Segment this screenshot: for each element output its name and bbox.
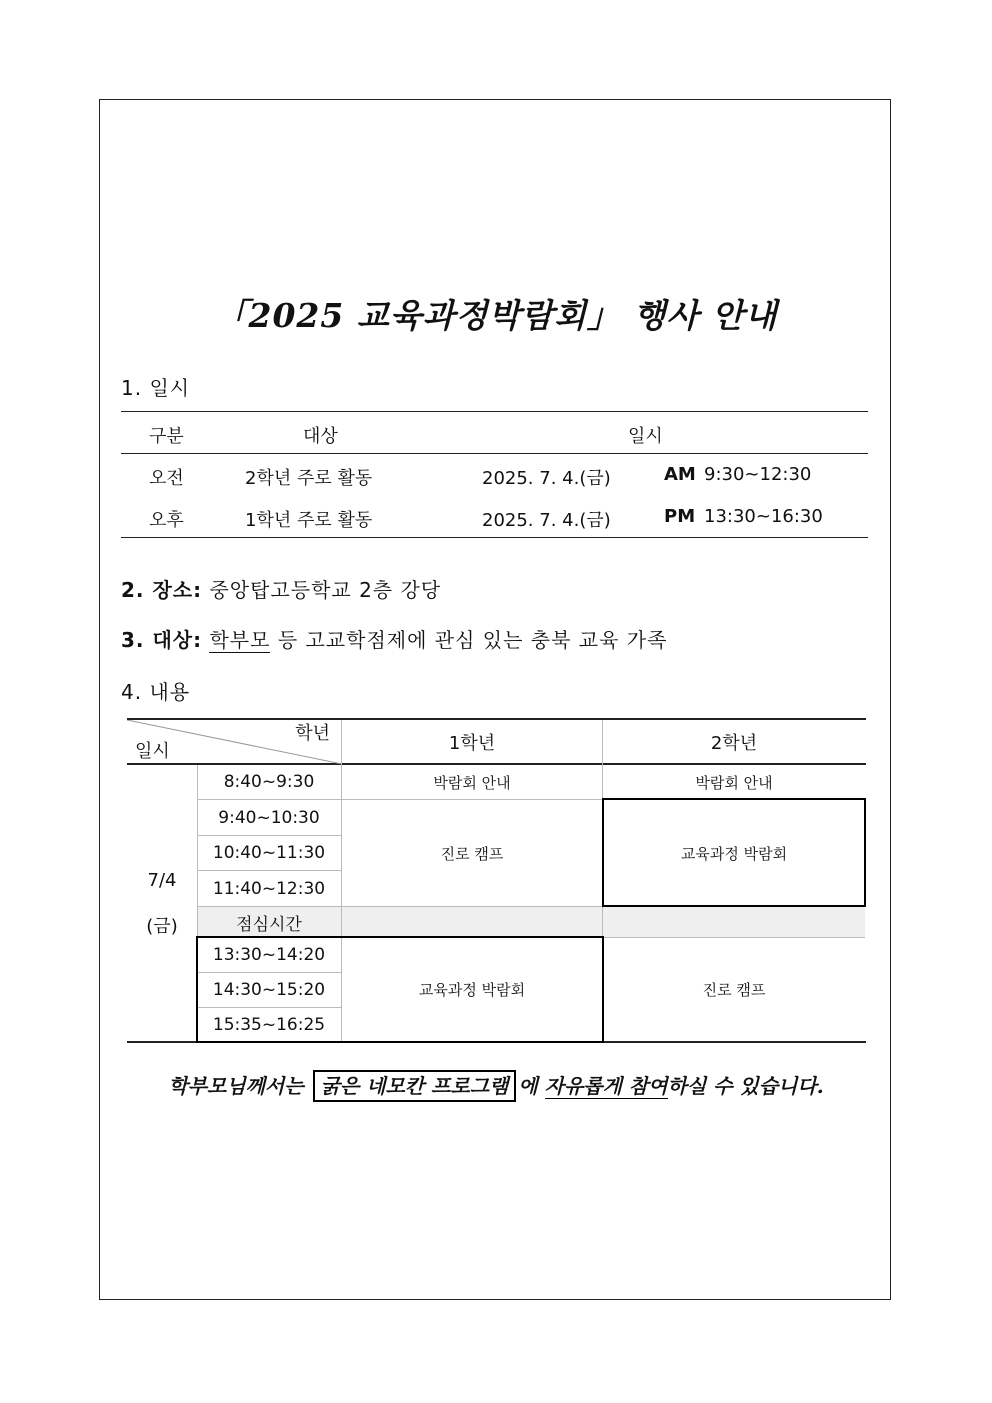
section-2-label: 2. 장소: [121,578,203,602]
page-title: 「2025 교육과정박람회」 행사 안내 [214,296,778,335]
table-bottom-rule [121,537,868,538]
section-4-heading: 4. 내용 [121,680,191,704]
header-category: 구분 [149,426,184,447]
time-slot: 10:40~11:30 [212,843,326,863]
corner-date-label: 일시 [135,741,170,762]
row-date: 2025. 7. 4.(금) [482,510,611,531]
time-slot: 9:40~10:30 [218,807,320,828]
header-grade-2: 2학년 [710,733,758,754]
table-header-rule [121,453,868,454]
row-period: 오전 [149,468,184,489]
time-slot: 15:35~16:25 [212,1014,326,1035]
note-highlight-box: 굵은 네모칸 프로그램 [313,1070,517,1102]
table-top-rule [121,411,868,412]
time-slot: 14:30~15:20 [212,980,326,1000]
grade1-afternoon-program: 교육과정 박람회 [418,981,526,999]
bold-box-grade1-afternoon [196,936,604,1043]
section-3-value: 등 고교학점제에 관심 있는 충북 교육 가족 [277,628,668,652]
grade1-morning-program: 진로 캠프 [440,844,504,863]
grade2-intro: 박람회 안내 [695,773,773,792]
row-ampm: PM [664,506,696,527]
time-slot: 13:30~14:20 [212,945,326,965]
bold-box-grade2-morning [602,798,866,907]
time-slot: 8:40~9:30 [223,772,315,792]
time-slot: 11:40~12:30 [212,878,326,899]
header-target: 대상 [303,426,338,447]
grade1-intro: 박람회 안내 [433,773,511,792]
row-target: 2학년 주로 활동 [245,468,373,489]
row-date: 2025. 7. 4.(금) [482,468,611,489]
section-1-heading: 1. 일시 [121,376,191,400]
section-3-underlined: 학부모 [209,628,271,652]
footer-note [0,1070,992,1099]
lunch-slot: 점심시간 [236,914,302,935]
header-datetime: 일시 [628,426,663,447]
section-3-line [121,624,667,653]
row-target: 1학년 주로 활동 [245,510,373,531]
header-grade-1: 1학년 [448,733,496,754]
grade2-morning-program: 교육과정 박람회 [680,844,788,863]
date-weekday: (금) [146,916,178,937]
corner-grade-label: 학년 [295,723,330,744]
row-time: 9:30~12:30 [704,464,812,485]
note-underlined: 자유롭게 참여 [544,1074,668,1098]
section-2-line [121,574,441,603]
note-text: 에 [518,1074,538,1098]
section-3-label: 3. 대상: [121,628,203,652]
date-day: 7/4 [147,869,177,891]
row-time: 13:30~16:30 [704,506,823,527]
grade2-afternoon-program: 진로 캠프 [702,981,766,999]
row-ampm: AM [664,464,696,485]
page-frame [99,99,891,1300]
note-text: 학부모님께서는 [168,1074,304,1098]
note-text: 하실 수 있습니다. [667,1074,824,1098]
section-2-value: 중앙탑고등학교 2층 강당 [209,578,442,602]
row-period: 오후 [149,510,184,531]
